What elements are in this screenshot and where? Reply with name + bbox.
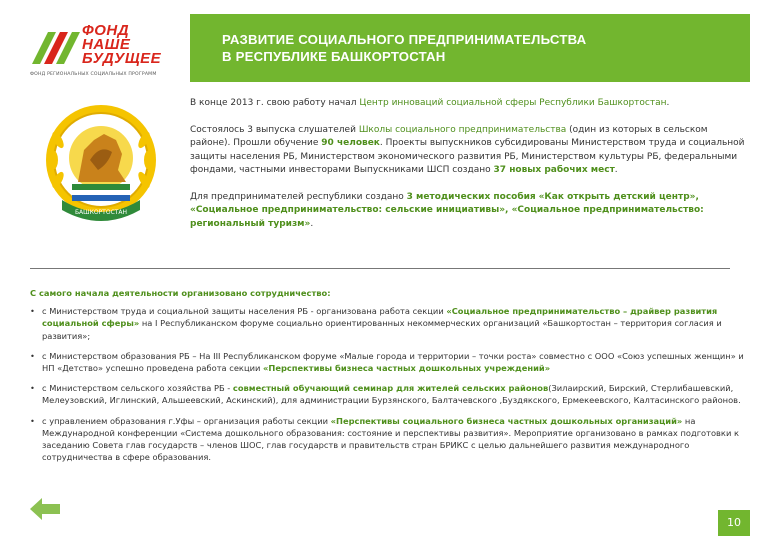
intro-text — [190, 97, 750, 244]
list-item — [30, 350, 750, 374]
text-run: с Министерством труда и социальной защиты населения РБ - организована работа секции — [42, 306, 447, 317]
emblem-ribbon-text: БАШКОРТОСТАН — [74, 209, 128, 216]
text-run: на Международной конференции «Система дошкольного образования: состояние и перспективы развития». Мероприятие организовано в рамках подготовки к заседанию Совета глав государств – членов ШОС, глав государств и правительств стран БРИКС с целью дальнейшего развития международного сотрудничества в сфере образования. — [42, 415, 739, 463]
text-run: с Министерством сельского хозяйства РБ - — [42, 383, 233, 394]
logo-line-3: БУДУЩЕЕ — [82, 50, 162, 67]
highlight-manual-titles: «Как открыть детский центр», «Социальное предпринимательство: сельские инициативы», «Социальное предпринимательство: региональный туризм» — [190, 191, 704, 229]
text-run: . — [310, 218, 314, 229]
page-number: 10 — [718, 510, 750, 536]
text-run: на I Республиканском форуме социально ориентированных некоммерческих организаций «Башкортостан – территория согласия и развития»; — [42, 318, 722, 341]
highlight-manuals-count: 3 методических пособия — [406, 191, 536, 202]
highlight: «Перспективы бизнеса частных дошкольных учреждений» — [263, 363, 551, 374]
highlight: совместный обучающий семинар для жителей сельских районов — [232, 383, 549, 394]
text-run: с Министерством образования РБ – На III Республиканском форуме «Малые города и территории – точки роста» совместно с ООО «Союз успешных женщин» и НП «Детство» успешно проведена работа секции — [42, 350, 744, 374]
highlight: «Социальное предпринимательство – драйвер развития социальной сферы» — [42, 306, 718, 329]
header-bar — [190, 14, 750, 82]
intro-paragraph-3 — [190, 191, 750, 232]
divider — [30, 268, 730, 269]
highlight-center-name: Центр инноваций социальной сферы Республики Башкортостан — [359, 98, 667, 108]
list-item — [30, 305, 750, 342]
text-run: . — [666, 98, 670, 108]
logo-mark-icon — [30, 28, 86, 68]
page-title — [222, 31, 586, 65]
list-item — [30, 415, 750, 464]
intro-paragraph-1 — [190, 97, 750, 111]
cooperation-list — [30, 305, 750, 463]
logo-line-1: ФОНД — [82, 22, 130, 39]
logo-line-2: НАШЕ — [82, 36, 131, 53]
highlight-trained-count: 90 человек — [321, 138, 380, 148]
intro-paragraph-2 — [190, 124, 750, 178]
logo-subtitle: ФОНД РЕГИОНАЛЬНЫХ СОЦИАЛЬНЫХ ПРОГРАММ — [30, 72, 157, 77]
page-title-line-1: РАЗВИТИЕ СОЦИАЛЬНОГО ПРЕДПРИНИМАТЕЛЬСТВА — [222, 32, 587, 47]
page-title-line-2: В РЕСПУБЛИКЕ БАШКОРТОСТАН — [222, 49, 446, 64]
text-run: с управлением образования г.Уфы – организация работы секции — [42, 415, 331, 426]
list-item — [30, 382, 750, 406]
text-run: . — [614, 165, 618, 175]
highlight-jobs-count: 37 новых рабочих мест — [493, 165, 615, 175]
text-run: В конце 2013 г. свою работу начал — [190, 98, 360, 108]
logo-text — [82, 24, 161, 66]
bashkortostan-coat-of-arms-icon — [42, 100, 160, 230]
text-run: . Проекты выпускников субсидированы Министерством труда и социальной защиты населения РБ, Министерством экономического развития РБ, Министерством культуры РБ, федеральными фондами, частными инвесторами Выпускниками ШСП создано — [190, 138, 745, 175]
highlight-school: Школы социального предпринимательства — [358, 124, 567, 135]
text-run: Состоялось 3 выпуска слушателей — [190, 124, 359, 135]
highlight: «Перспективы социального бизнеса частных дошкольных организаций» — [330, 415, 683, 426]
arrow-left-icon[interactable] — [30, 498, 60, 520]
cooperation-section — [30, 287, 750, 471]
text-run: Для предпринимателей республики создано — [190, 191, 407, 202]
text-run: (один из которых в сельском районе). Прошли обучение — [190, 124, 708, 148]
text-run: (Зилаирский, Бирский, Стерлибашевский, Мелеузовский, Иглинский, Альшеевский, Аскинский), для администрации Бурзянского, Балтачевского ,Буздякского, Ермекеевского, Калтасинского районов. — [42, 383, 741, 406]
fund-logo — [30, 22, 165, 82]
cooperation-intro: С самого начала деятельности организовано сотрудничество: — [30, 288, 331, 298]
